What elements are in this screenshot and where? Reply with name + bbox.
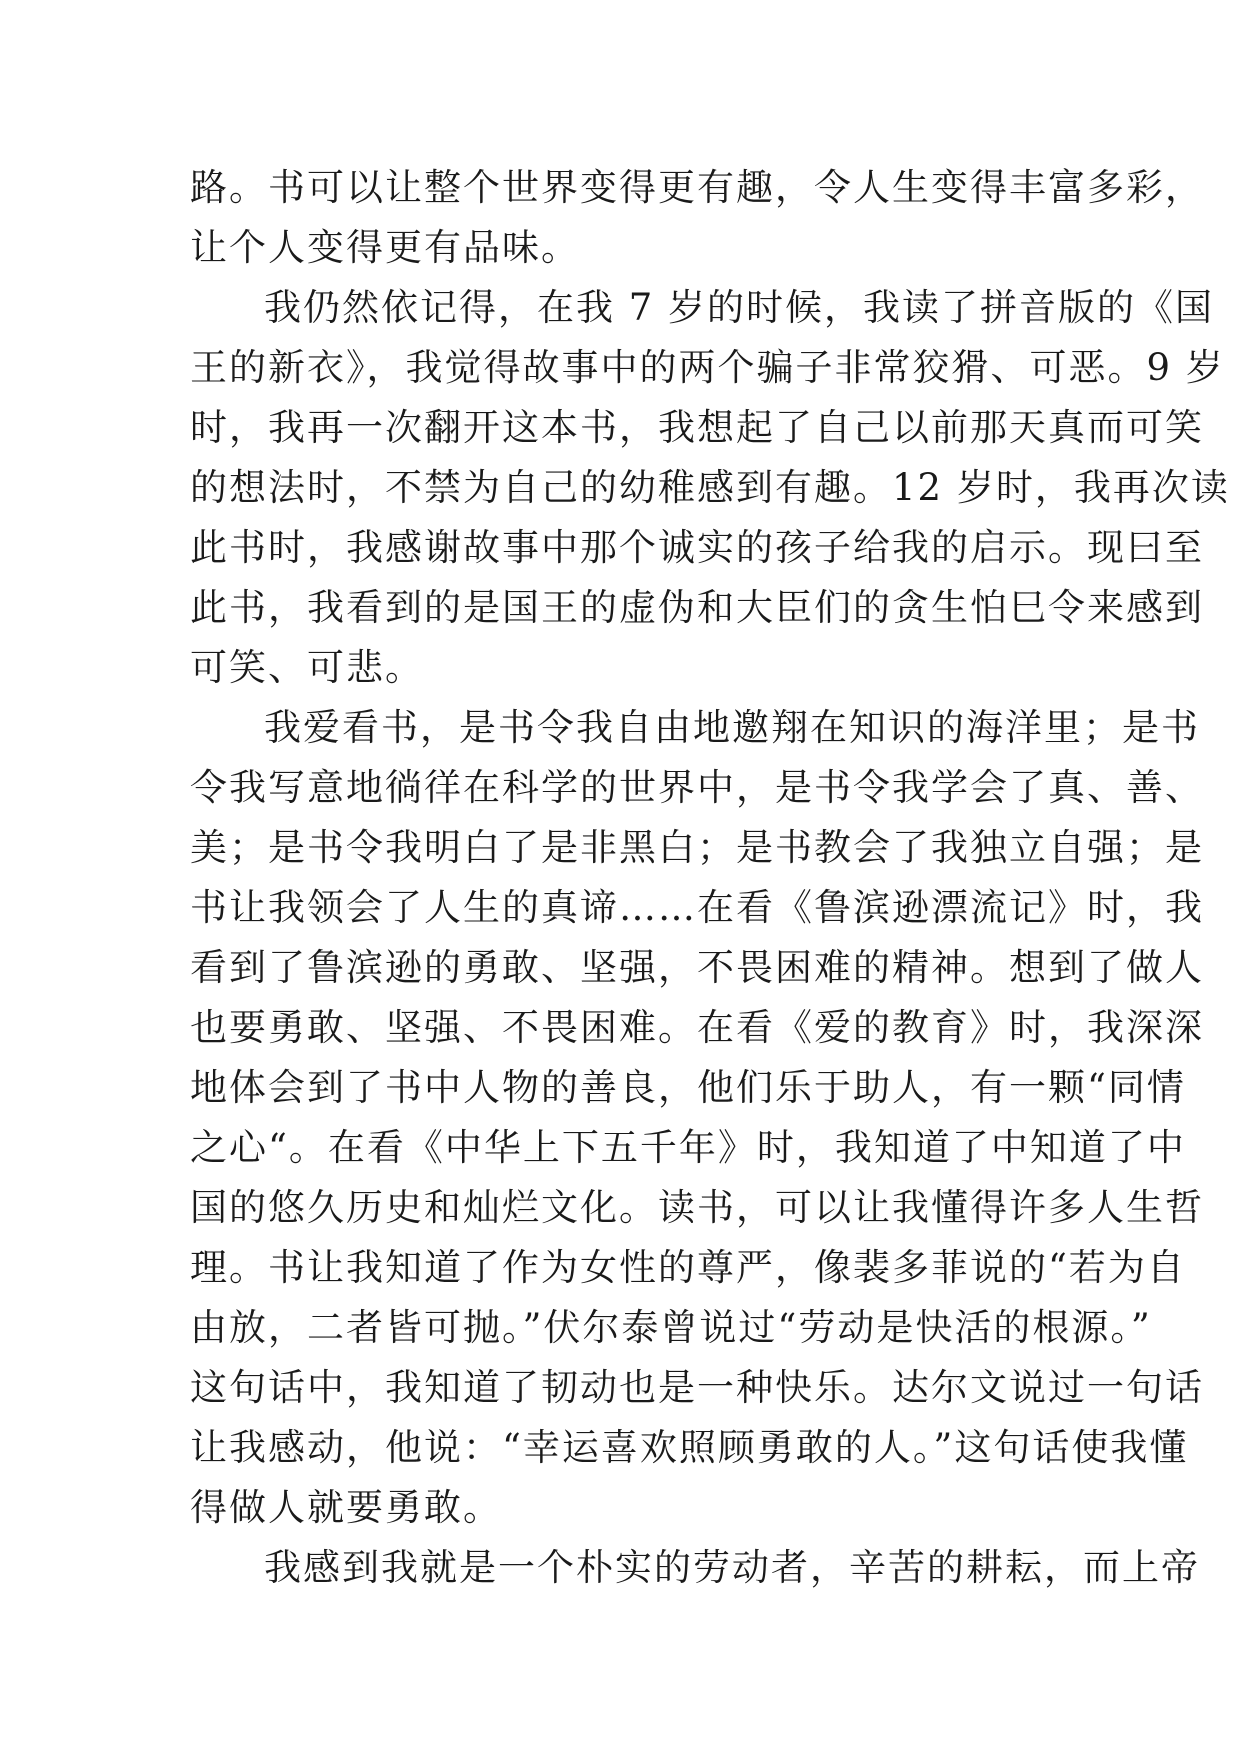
text-line: 让我感动，他说：“幸运喜欢照顾勇敢的人。”这句话使我懂	[190, 1426, 1189, 1469]
text-line: 这句话中，我知道了韧动也是一种快乐。达尔文说过一句话	[190, 1366, 1204, 1409]
text-line: 之心“。在看《中华上下五千年》时，我知道了中知道了中	[190, 1126, 1186, 1169]
text-line: 国的悠久历史和灿烂文化。读书，可以让我懂得许多人生哲	[190, 1186, 1204, 1229]
text-line: 令我写意地徜徉在科学的世界中，是书令我学会了真、善、	[190, 766, 1204, 809]
text-line: 我感到我就是一个朴实的劳动者，辛苦的耕耘，而上帝	[264, 1546, 1200, 1589]
text-line: 也要勇敢、坚强、不畏困难。在看《爱的教育》时，我深深	[190, 1006, 1204, 1049]
document-body	[190, 158, 1230, 1598]
paragraph-2	[190, 278, 1230, 698]
text-line: 理。书让我知道了作为女性的尊严，像裴多菲说的“若为自	[190, 1246, 1186, 1289]
text-line: 的想法时，不禁为自己的幼稚感到有趣。12 岁时，我再次读	[190, 466, 1230, 509]
text-line: 王的新衣》，我觉得故事中的两个骗子非常狡猾、可恶。9 岁	[190, 346, 1225, 389]
text-line: 此书，我看到的是国王的虚伪和大臣们的贪生怕巳令来感到	[190, 586, 1204, 629]
text-line: 路。书可以让整个世界变得更有趣，令人生变得丰富多彩，	[190, 166, 1204, 209]
paragraph-1	[190, 158, 1204, 278]
text-line: 得做人就要勇敢。	[190, 1486, 502, 1529]
text-line: 可笑、可悲。	[190, 646, 424, 689]
paragraph-3	[190, 698, 1204, 1538]
paragraph-4	[190, 1538, 1200, 1598]
text-line: 让个人变得更有品味。	[190, 226, 580, 269]
text-line: 书让我领会了人生的真谛……在看《鲁滨逊漂流记》时，我	[190, 886, 1204, 929]
text-line: 我爱看书，是书令我自由地邀翔在知识的海洋里；是书	[264, 706, 1200, 749]
text-line: 美；是书令我明白了是非黑白；是书教会了我独立自强；是	[190, 826, 1204, 869]
text-line: 我仍然依记得，在我 7 岁的时候，我读了拼音版的《国	[264, 286, 1215, 329]
text-line: 此书时，我感谢故事中那个诚实的孩子给我的启示。现曰至	[190, 526, 1204, 569]
text-line: 看到了鲁滨逊的勇敢、坚强，不畏困难的精神。想到了做人	[190, 946, 1204, 989]
text-line: 时，我再一次翻开这本书，我想起了自己以前那天真而可笑	[190, 406, 1204, 449]
text-line: 由放，二者皆可抛。”伏尔泰曾说过“劳动是快活的根源。”	[190, 1306, 1152, 1349]
text-line: 地体会到了书中人物的善良，他们乐于助人，有一颗“同情	[190, 1066, 1186, 1109]
